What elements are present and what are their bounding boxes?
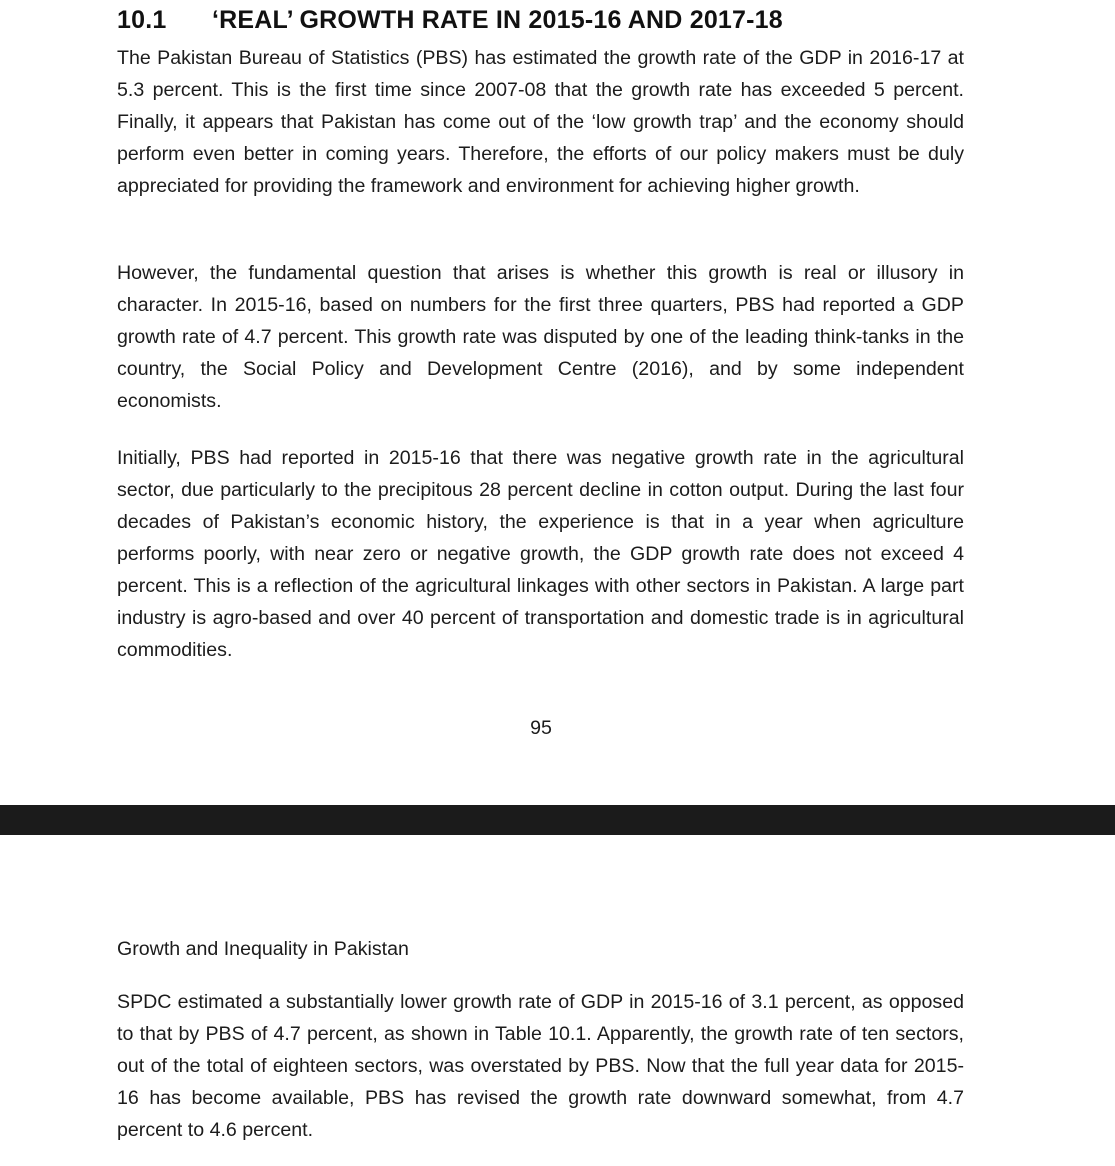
section-number: 10.1	[117, 6, 167, 34]
section-heading	[117, 6, 783, 35]
paragraph-spdc-estimate: SPDC estimated a substantially lower growth rate of GDP in 2015-16 of 3.1 percent, as opposed to that by PBS of 4.7 percent, as shown in Table 10.1. Apparently, the growth rate of ten sectors, out of the total of eighteen sectors, was overstated by PBS. Now that the full year data for 2015-16 has become available, PBS has revised the growth rate downward somewhat, from 4.7 percent to 4.6 percent.	[117, 991, 964, 1141]
paragraph-fundamental-question: However, the fundamental question that arises is whether this growth is real or illusory in character. In 2015-16, based on numbers for the first three quarters, PBS had reported a GDP growth rate of 4.7 percent. This growth rate was disputed by one of the leading think-tanks in the country, the Social Policy and Development Centre (2016), and by some independent economists.	[117, 262, 964, 412]
section-title: ‘REAL’ GROWTH RATE IN 2015-16 AND 2017-18	[212, 6, 783, 34]
page-divider	[0, 805, 1115, 835]
paragraph-agriculture-linkages: Initially, PBS had reported in 2015-16 that there was negative growth rate in the agricultural sector, due particularly to the precipitous 28 percent decline in cotton output. During the last four decades of Pakistan’s economic history, the experience is that in a year when agriculture performs poorly, with near zero or negative growth, the GDP growth rate does not exceed 4 percent. This is a reflection of the agricultural linkages with other sectors in Pakistan. A large part industry is agro-based and over 40 percent of transportation and domestic trade is in agricultural commodities.	[117, 447, 964, 661]
running-header: Growth and Inequality in Pakistan	[117, 938, 409, 960]
paragraph-pbs-estimate: The Pakistan Bureau of Statistics (PBS) has estimated the growth rate of the GDP in 2016-17 at 5.3 percent. This is the first time since 2007-08 that the growth rate has exceeded 5 percent. Finally, it appears that Pakistan has come out of the ‘low growth trap’ and the economy should perform even better in coming years. Therefore, the efforts of our policy makers must be duly appreciated for providing the framework and environment for achieving higher growth.	[117, 47, 964, 197]
page-number: 95	[530, 717, 552, 739]
